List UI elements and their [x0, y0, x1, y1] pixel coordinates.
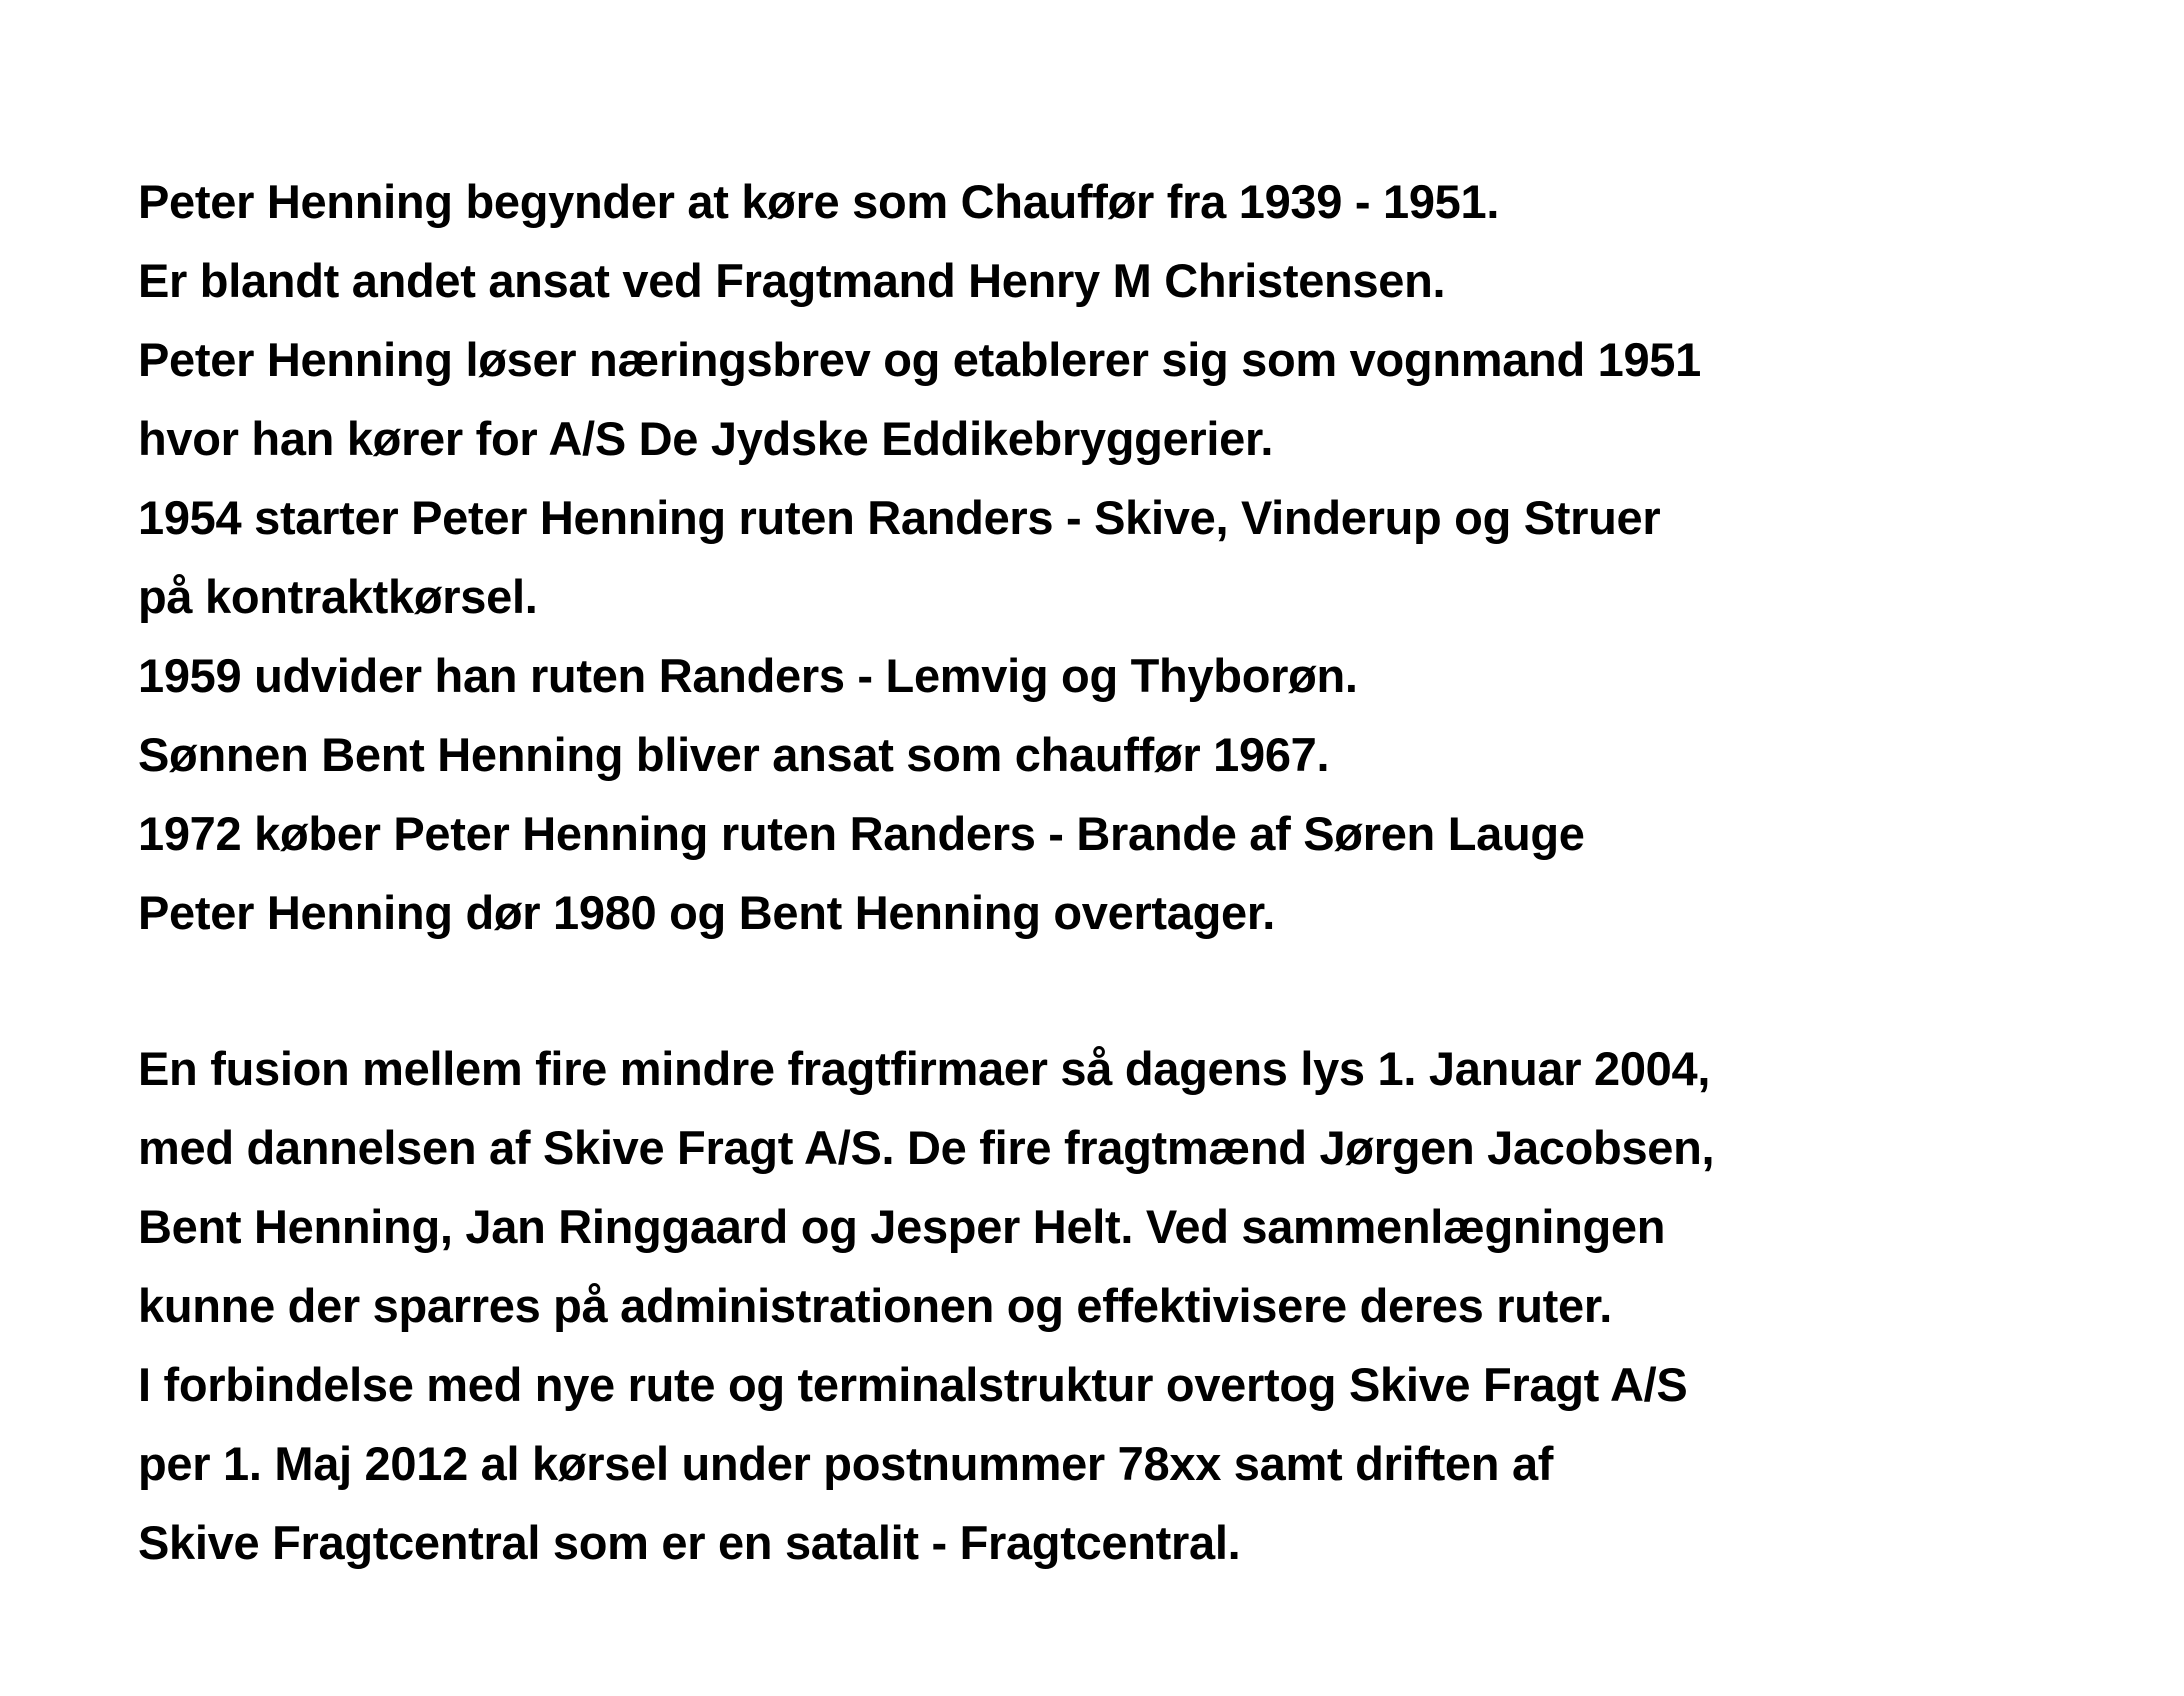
text-line: 1954 starter Peter Henning ruten Randers - Skive, Vinderup og Struer	[138, 491, 1661, 544]
text-line: I forbindelse med nye rute og terminalstruktur overtog Skive Fragt A/S	[138, 1358, 1688, 1411]
history-paragraph	[138, 162, 1701, 952]
text-line: 1959 udvider han ruten Randers - Lemvig og Thyborøn.	[138, 649, 1358, 702]
text-line: med dannelsen af Skive Fragt A/S. De fire fragtmænd Jørgen Jacobsen,	[138, 1121, 1715, 1174]
text-line: Bent Henning, Jan Ringgaard og Jesper Helt. Ved sammenlægningen	[138, 1200, 1666, 1253]
text-line: Sønnen Bent Henning bliver ansat som chauffør 1967.	[138, 728, 1330, 781]
text-line: En fusion mellem fire mindre fragtfirmaer så dagens lys 1. Januar 2004,	[138, 1042, 1711, 1095]
text-line: kunne der sparres på administrationen og effektivisere deres ruter.	[138, 1279, 1612, 1332]
text-line: Peter Henning begynder at køre som Chauffør fra 1939 - 1951.	[138, 175, 1500, 228]
text-line: Peter Henning dør 1980 og Bent Henning overtager.	[138, 886, 1276, 939]
text-line: Peter Henning løser næringsbrev og etablerer sig som vognmand 1951	[138, 333, 1701, 386]
text-line: 1972 køber Peter Henning ruten Randers - Brande af Søren Lauge	[138, 807, 1585, 860]
text-line: hvor han kører for A/S De Jydske Eddikebryggerier.	[138, 412, 1274, 465]
text-line: Er blandt andet ansat ved Fragtmand Henry M Christensen.	[138, 254, 1446, 307]
text-line: på kontraktkørsel.	[138, 570, 538, 623]
text-line: Skive Fragtcentral som er en satalit - Fragtcentral.	[138, 1516, 1241, 1569]
text-line: per 1. Maj 2012 al kørsel under postnummer 78xx samt driften af	[138, 1437, 1554, 1490]
fusion-paragraph	[138, 1029, 1714, 1582]
